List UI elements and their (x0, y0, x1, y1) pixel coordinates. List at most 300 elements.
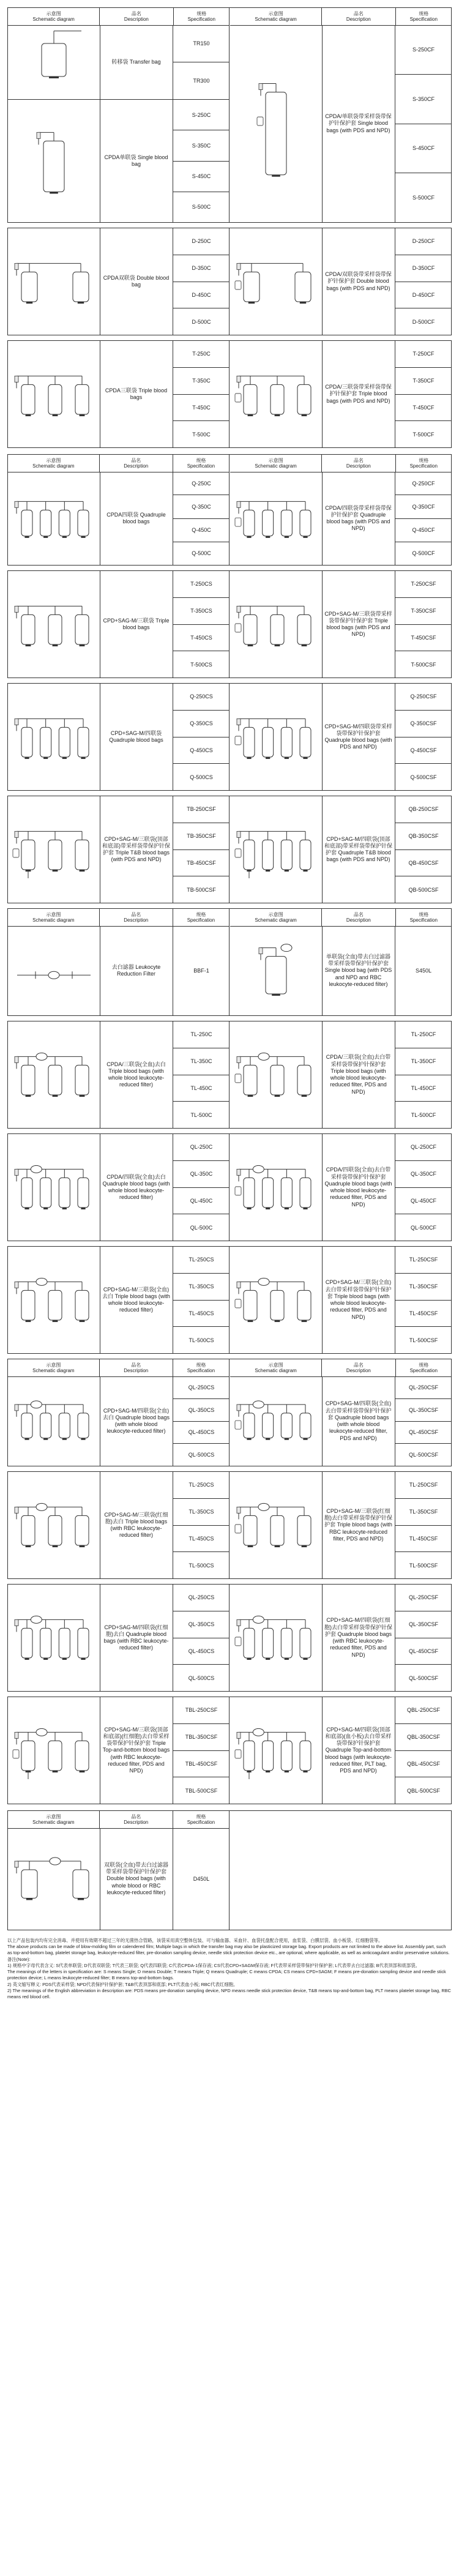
spec-item: TL-350CS (173, 1274, 230, 1301)
schematic-quad-sagm-rbc-filter-icon (8, 1585, 100, 1691)
catalog-section (7, 7, 452, 223)
notes-block (7, 1938, 452, 2000)
catalog-section (7, 908, 452, 1016)
product-description: CPDA/四联袋(全血)去白 Quadruple blood bags (with whole blood leukocyte-reduced filter) (100, 1134, 173, 1241)
spec-list (173, 100, 230, 222)
note-line: 2) The meanings of the English abbreviation in description are: PDS means pre-donation sampling device, NPD means needle stick protection device, T&B means top-and-bottom bag, PLT means platelet storage bag, RBC means red blood cell. (7, 1987, 451, 1999)
schematic-transfer-bag-icon (8, 25, 100, 99)
header-spec-cn: 规格 (196, 10, 207, 17)
spec-list (395, 1021, 452, 1128)
spec-item: TL-250CF (395, 1021, 452, 1048)
spec-list (173, 796, 230, 903)
spec-item: QL-350CS (173, 1611, 230, 1638)
product-description: 去白滤器 Leukocyte Reduction Filter (100, 926, 173, 1015)
spec-item: Q-500C (192, 550, 211, 557)
product-panel (230, 8, 452, 222)
header-desc-cn: 品名 (353, 1362, 364, 1368)
product-panel (8, 341, 230, 447)
product-description: CPDA/四联袋带采样袋带保护针保护套 Quadruple blood bags (with PDS and NPD) (322, 472, 395, 565)
spec-item: T-250CF (395, 341, 452, 368)
product-panel (8, 1585, 230, 1691)
header-desc-cn: 品名 (131, 10, 141, 17)
product-panel (230, 228, 452, 335)
spec-item: S-250CF (395, 25, 452, 75)
header-spec-cn: 规格 (196, 457, 206, 463)
catalog-section (7, 1133, 452, 1241)
header-desc-cn: 品名 (353, 10, 364, 17)
header-desc-en: Description (346, 463, 371, 469)
spec-item: Q-250CSF (395, 684, 452, 711)
header-spec-cn: 规格 (419, 911, 429, 917)
spec-item: Q-250CS (173, 684, 230, 711)
schematic-triple-sagm-icon (8, 571, 100, 678)
product-description: CPD+SAG-M/四联袋(顶部和底部)带采样袋带保护针保护套 Quadruple T&B blood bags (with PDS and NPD) (322, 796, 395, 903)
product-panel (8, 1472, 230, 1578)
product-panel (8, 8, 230, 100)
product-description: CPDA单联袋 Single blood bag (100, 100, 173, 222)
header-desc-en: Description (124, 1368, 149, 1373)
spec-list (173, 926, 230, 1015)
product-panel (230, 455, 452, 565)
header-desc-en: Description (124, 1820, 149, 1825)
spec-item: TL-500CF (411, 1111, 436, 1118)
spec-item: T-350CS (173, 598, 230, 625)
spec-item: D-450C (173, 282, 230, 309)
column-header (8, 455, 229, 472)
column-header (230, 8, 452, 26)
spec-list (173, 571, 230, 678)
spec-item: TBL-500CSF (185, 1787, 218, 1794)
catalog-section (7, 228, 452, 335)
spec-item: QL-500C (190, 1224, 213, 1231)
spec-item: QL-250CSF (395, 1376, 452, 1399)
product-panel (8, 1359, 230, 1466)
schematic-quad-bag-icon (8, 472, 100, 565)
header-spec-cn: 规格 (419, 10, 429, 17)
spec-item: S450L (415, 968, 432, 974)
catalog-section (7, 454, 452, 566)
spec-item: TB-500CSF (187, 886, 216, 893)
column-header (8, 1811, 229, 1829)
spec-item: QBL-350CSF (395, 1724, 452, 1751)
spec-item: QL-350C (173, 1161, 230, 1188)
schematic-double-bag-pds-icon (230, 228, 323, 335)
product-description: CPDA三联袋 Triple blood bags (100, 341, 173, 447)
header-spec-en: Specification (409, 463, 438, 469)
spec-list (395, 1585, 452, 1691)
spec-list (173, 228, 230, 335)
schematic-triple-wb-filter-pds-icon (230, 1021, 323, 1128)
spec-list (395, 1247, 452, 1353)
header-desc-en: Description (124, 17, 149, 22)
schematic-filter-icon (8, 926, 100, 1015)
product-description: CPD+SAG-M/四联袋(全血)去白带采样袋带保护针保护套 Quadruple blood bags (with whole blood leukocyte-reduced filter, PDS and NPD) (322, 1376, 395, 1466)
schematic-triple-sagm-wb-filter-icon (8, 1247, 100, 1353)
spec-item: Q-500CS (190, 774, 213, 780)
spec-list (173, 472, 230, 565)
product-description: CPD+SAG-M/三联袋(全血)去白 Triple blood bags (with whole blood leukocyte-reduced filter) (100, 1247, 173, 1353)
header-spec-en: Specification (187, 17, 215, 22)
product-panel (8, 100, 230, 222)
catalog-section (7, 1810, 452, 1930)
header-schematic-cn: 示意图 (268, 1362, 283, 1368)
spec-item: T-350C (173, 368, 230, 395)
spec-item: TB-350CSF (173, 823, 230, 850)
product-panel (230, 684, 452, 790)
spec-item: QB-350CSF (395, 823, 452, 850)
header-schematic-cn: 示意图 (268, 10, 283, 17)
header-spec-en: Specification (187, 463, 215, 469)
header-schematic-cn: 示意图 (46, 1362, 61, 1368)
spec-list (395, 796, 452, 903)
catalog-section (7, 683, 452, 791)
product-description: CPDA/四联袋(全血)去白带采样袋带保护针保护套 Quadruple blood bags (with whole blood leukocyte-reduced filter, PDS and NPD) (322, 1134, 395, 1241)
spec-item: D-450CF (395, 282, 452, 309)
spec-item: QB-250CSF (395, 796, 452, 823)
schematic-triple-sagm-pds-icon (230, 571, 323, 678)
header-desc-cn: 品名 (353, 911, 364, 917)
column-header (8, 909, 229, 927)
spec-item: QL-350CS (173, 1399, 230, 1422)
catalog-section (7, 1359, 452, 1466)
product-description: CPD+SAG-M/三联袋(顶部和底部)带采样袋带保护针保护套 Triple T&B blood bags (with PDS and NPD) (100, 796, 173, 903)
spec-list (173, 341, 230, 447)
spec-item: QL-500CSF (408, 1674, 439, 1681)
spec-item: QL-350CSF (395, 1611, 452, 1638)
spec-item: Q-350CS (173, 711, 230, 737)
header-desc-cn: 品名 (131, 457, 141, 463)
header-spec-en: Specification (409, 1368, 438, 1373)
spec-list (173, 1134, 230, 1241)
spec-list (395, 341, 452, 447)
product-description: CPD+SAG-M/四联袋(顶部和底部)(血小板)去白带采样袋带保护针保护套 Quadruple Top-and-bottom blood bags (with leukocyte-reduced filter, PLT bag, PDS and NPD) (322, 1697, 395, 1804)
catalog-section (7, 340, 452, 448)
spec-item: BBF-1 (193, 968, 209, 974)
product-panel (8, 455, 230, 565)
spec-item: TL-250CS (173, 1247, 230, 1274)
spec-list (173, 1247, 230, 1353)
product-description: CPD+SAG-M/三联袋 Triple blood bags (100, 571, 173, 678)
spec-item: TL-450C (173, 1075, 230, 1102)
spec-item: QB-450CSF (395, 850, 452, 877)
spec-item: TL-450CS (173, 1301, 230, 1327)
schematic-triple-bag-icon (8, 341, 100, 447)
product-panel (8, 571, 230, 678)
schematic-triple-sagm-wb-filter-pds-icon (230, 1247, 323, 1353)
schematic-single-bag-pds-icon (230, 25, 323, 222)
header-desc-en: Description (346, 917, 371, 923)
product-description: CPD+SAG-M/三联袋(全血)去白带采样袋带保护针保护套 Triple blood bags (with whole blood leukocyte-reduced filter, PDS and NPD) (322, 1247, 395, 1353)
product-description: CPDA/三联袋带采样袋带保护针保护套 Triple blood bags (with PDS and NPD) (322, 341, 395, 447)
spec-item: D-250CF (395, 228, 452, 255)
spec-item: QBL-500CSF (406, 1787, 441, 1794)
header-spec-cn: 规格 (419, 457, 429, 463)
spec-list (173, 1021, 230, 1128)
product-panel (8, 1811, 230, 1930)
catalog-section (7, 1584, 452, 1692)
product-description: CPDA四联袋 Quadruple blood bags (100, 472, 173, 565)
spec-item: QL-250C (173, 1134, 230, 1161)
spec-item: TL-450CS (173, 1526, 230, 1553)
product-description: 单联袋(全血)带去白过滤器带采样袋带保护针保护套 Single blood bag (with PDS and NPD and RBC leukocyte-reduced filter) (322, 926, 395, 1015)
schematic-triple-bag-pds-icon (230, 341, 323, 447)
spec-item: QL-250CS (173, 1376, 230, 1399)
note-line: 备注(Note): (7, 1956, 31, 1962)
header-schematic-en: Schematic diagram (255, 917, 297, 923)
header-schematic-en: Schematic diagram (32, 463, 75, 469)
spec-item: QB-500CSF (408, 886, 439, 893)
spec-item: S-250C (173, 100, 230, 130)
product-description: CPDA双联袋 Double blood bag (100, 228, 173, 335)
spec-item: D-500CF (412, 318, 435, 325)
spec-item: QL-500CS (188, 1452, 215, 1458)
product-panel (230, 1359, 452, 1466)
spec-item: QBL-450CSF (395, 1751, 452, 1778)
product-panel (230, 909, 452, 1015)
column-header (230, 1359, 452, 1377)
schematic-quad-wb-filter-icon (8, 1134, 100, 1241)
header-schematic-cn: 示意图 (46, 457, 61, 463)
product-panel (8, 909, 230, 1015)
spec-item: S-500CF (412, 195, 435, 201)
spec-list (173, 25, 230, 99)
header-desc-cn: 品名 (131, 1362, 141, 1368)
note-line: The above products can be made of blow-molding film or calendered film; Multiple bags in which the transfer bag may also be plasticized storage bag. Export products are not limited to the above list. Assembly part, such as top-and-bottom bag, platelet storage bag, leukocyte-reduced filter, pre-donation sampling device, needle stick protection device etc., are optional, where applicable, as well as anticoagulant and/or preservative solutions. (7, 1944, 450, 1956)
schematic-quad-bag-pds-icon (230, 472, 323, 565)
spec-item: QL-450CS (173, 1638, 230, 1665)
product-panel (8, 1021, 230, 1128)
header-desc-cn: 品名 (353, 457, 364, 463)
column-header (230, 909, 452, 927)
product-description: CPDA/单联袋带采样袋带保护针保护套 Single blood bags (with PDS and NPD) (322, 25, 395, 222)
spec-item: QL-450CSF (395, 1422, 452, 1444)
product-description: CPDA/三联袋(全血)去白 Triple blood bags (with whole blood leukocyte-reduced filter) (100, 1021, 173, 1128)
product-panel (230, 1472, 452, 1578)
spec-item: T-250C (173, 341, 230, 368)
spec-item: TL-250CSF (395, 1247, 452, 1274)
header-schematic-cn: 示意图 (46, 911, 61, 917)
column-header (8, 8, 230, 26)
spec-item: QL-350CSF (395, 1399, 452, 1422)
header-schematic-en: Schematic diagram (32, 1820, 75, 1825)
header-desc-en: Description (124, 463, 149, 469)
spec-item: TBL-350CSF (173, 1724, 230, 1751)
catalog-section (7, 570, 452, 678)
product-panel (8, 228, 230, 335)
product-panel (230, 1585, 452, 1691)
spec-list (173, 1472, 230, 1578)
schematic-triple-sagm-rbc-filter-pds-icon (230, 1472, 323, 1578)
spec-list (395, 472, 452, 565)
product-panel (8, 796, 230, 903)
spec-item: S-450CF (395, 124, 452, 174)
product-panel (8, 684, 230, 790)
spec-item: QL-250CS (173, 1585, 230, 1611)
header-desc-en: Description (346, 1368, 371, 1373)
product-panel (8, 1697, 230, 1804)
schematic-triple-tb-rbc-filter-pds-icon (8, 1697, 100, 1804)
spec-item: D-500C (192, 318, 211, 325)
spec-list (395, 1472, 452, 1578)
spec-item: T-500CF (412, 431, 435, 438)
product-panel (8, 1247, 230, 1353)
spec-item: T-500C (192, 431, 211, 438)
spec-item: T-500CS (190, 661, 212, 668)
schematic-triple-sagm-rbc-filter-icon (8, 1472, 100, 1578)
product-description: CPD+SAG-M/三联袋带采样袋带保护针保护套 Triple blood bags (with PDS and NPD) (322, 571, 395, 678)
header-spec-en: Specification (187, 917, 215, 923)
spec-item: TL-350C (173, 1048, 230, 1075)
header-schematic-en: Schematic diagram (32, 1368, 75, 1373)
product-panel-stack (8, 8, 230, 222)
spec-item: QL-450CS (173, 1422, 230, 1444)
note-line: 以上产品包装内均有完全消毒、并使用有效期不超过三年的无菌热合管路，该袋采用真空整体包装、可与输血器、采血针、血袋托盘配合使用，血浆袋、白膜层袋、血小板袋、红细胞袋等。 (7, 1938, 383, 1943)
header-spec-en: Specification (187, 1368, 215, 1373)
schematic-double-bag-icon (8, 228, 100, 335)
spec-item: Q-450C (173, 519, 230, 542)
spec-item: QL-450CF (395, 1188, 452, 1215)
spec-item: D-250C (173, 228, 230, 255)
schematic-quad-tb-plt-filter-pds-icon (230, 1697, 323, 1804)
spec-list (173, 1585, 230, 1691)
spec-item: T-450CF (395, 395, 452, 422)
schematic-quad-sagm-wb-filter-icon (8, 1376, 100, 1466)
spec-item: QL-250CSF (395, 1585, 452, 1611)
spec-list (395, 228, 452, 335)
spec-item: T-350CF (395, 368, 452, 395)
spec-item: T-500CSF (411, 661, 436, 668)
spec-item: TL-250C (173, 1021, 230, 1048)
schematic-quad-sagm-rbc-filter-pds-icon (230, 1585, 323, 1691)
header-schematic-cn: 示意图 (268, 911, 283, 917)
spec-list (395, 1134, 452, 1241)
schematic-single-bag-icon (8, 100, 100, 222)
spec-item: D-350CF (395, 255, 452, 282)
schematic-quad-sagm-pds-icon (230, 684, 323, 790)
header-desc-cn: 品名 (131, 1813, 141, 1820)
catalog-section (7, 1246, 452, 1354)
spec-item: TL-500CS (188, 1562, 214, 1569)
spec-item: QL-500CS (188, 1674, 215, 1681)
spec-item: TR150 (173, 25, 230, 62)
spec-item: Q-450CS (173, 737, 230, 764)
product-panel (230, 1021, 452, 1128)
product-description: CPD+SAG-M/三联袋(顶部和底部)(红细胞)去白带采样袋带保护针保护套 Triple Top-and-bottom blood bags (with RBC leukocyte-reduced filter, PDS and NPD) (100, 1697, 173, 1804)
schematic-single-filter-icon (230, 926, 323, 1015)
spec-item: T-250CS (173, 571, 230, 598)
spec-item: T-450CS (173, 625, 230, 652)
product-panel (8, 1134, 230, 1241)
spec-item: TB-250CSF (173, 796, 230, 823)
catalog-section (7, 796, 452, 903)
header-schematic-cn: 示意图 (46, 1813, 61, 1820)
header-desc-en: Description (124, 917, 149, 923)
product-description: CPD+SAG-M/三联袋(红细胞)去白 Triple blood bags (with RBC leukocyte-reduced filter) (100, 1472, 173, 1578)
spec-item: Q-450CF (395, 519, 452, 542)
catalog-section (7, 1697, 452, 1804)
header-spec-en: Specification (187, 1820, 215, 1825)
spec-list (395, 1376, 452, 1466)
product-panel (230, 796, 452, 903)
column-header (230, 455, 452, 472)
header-spec-en: Specification (409, 17, 438, 22)
spec-item: TL-450CF (395, 1075, 452, 1102)
schematic-quad-wb-filter-pds-icon (230, 1134, 323, 1241)
header-schematic-en: Schematic diagram (255, 17, 297, 22)
header-spec-cn: 规格 (196, 1813, 206, 1820)
spec-item: TL-350CF (395, 1048, 452, 1075)
note-line: 1) 规格中字母代表含义: S代表单联袋; D代表双联袋; T代表三联袋; Q代表四联袋; C代表CPDA-1保存液; CS代表CPD+SAGM保存液; F代表带采样袋带保护针保护套; L代表带去白过滤器; B代表顶部和底部袋。 (7, 1962, 420, 1968)
spec-item: TL-500CSF (409, 1337, 438, 1343)
schematic-quad-sagm-icon (8, 684, 100, 790)
spec-item: T-250CSF (395, 571, 452, 598)
spec-list (173, 1828, 230, 1930)
spec-item: T-450C (173, 395, 230, 422)
spec-item: TL-450CSF (395, 1526, 452, 1553)
header-schematic-cn: 示意图 (268, 457, 283, 463)
product-description: CPD+SAG-M/四联袋(红细胞)去白带采样袋带保护针保护套 Quadruple blood bags (with RBC leukocyte-reduced filter, PDS and NPD) (322, 1585, 395, 1691)
catalog-section (7, 1021, 452, 1129)
spec-item: Q-350C (173, 495, 230, 518)
schematic-triple-wb-filter-icon (8, 1021, 100, 1128)
spec-item: QL-450C (173, 1188, 230, 1215)
product-panel (230, 1134, 452, 1241)
spec-item: QL-350CF (395, 1161, 452, 1188)
spec-item: S-500C (192, 204, 211, 211)
product-panel (230, 1247, 452, 1353)
spec-item: S-350C (173, 130, 230, 161)
schematic-quad-tb-pds-icon (230, 796, 323, 903)
spec-item: S-350CF (395, 75, 452, 124)
spec-list (173, 684, 230, 790)
spec-item: QL-450CSF (395, 1638, 452, 1665)
spec-item: TL-350CSF (395, 1274, 452, 1301)
spec-item: QL-250CF (395, 1134, 452, 1161)
spec-item: QL-500CSF (408, 1452, 439, 1458)
product-description: 双联袋(全血)带去白过滤器带采样袋带保护针保护套 Double blood bags (with whole blood or RBC leukocyte-reduced filter) (100, 1828, 173, 1930)
spec-list (173, 1376, 230, 1466)
product-panel (230, 571, 452, 678)
spec-item: TL-250CSF (395, 1472, 452, 1499)
schematic-triple-tb-pds-icon (8, 796, 100, 903)
spec-list (173, 1697, 230, 1804)
spec-item: QBL-250CSF (395, 1697, 452, 1724)
header-spec-cn: 规格 (196, 911, 206, 917)
spec-item: T-450CSF (395, 625, 452, 652)
product-description: CPD+SAG-M/四联袋 Quadruple blood bags (100, 684, 173, 790)
product-description: CPDA/双联袋带采样袋带保护针保护套 Double blood bags (with PDS and NPD) (322, 228, 395, 335)
spec-item: TR300 (193, 78, 210, 84)
spec-list (395, 25, 452, 222)
spec-item: Q-500CSF (410, 774, 437, 780)
header-schematic-en: Schematic diagram (255, 1368, 297, 1373)
product-panel (230, 1697, 452, 1804)
header-spec-cn: 规格 (419, 1362, 429, 1368)
spec-list (395, 684, 452, 790)
product-panel (230, 341, 452, 447)
note-line: 2) 英文缩写释义: PDS代表采样袋; NPD代表保护针保护套; T&B代表顶部和底部; PLT代表血小板; RBC代表红细胞。 (7, 1981, 238, 1987)
spec-item: TBL-450CSF (173, 1751, 230, 1778)
column-header (8, 1359, 229, 1377)
spec-item: TL-500CS (188, 1337, 214, 1343)
product-description: CPD+SAG-M/三联袋(红细胞)去白带采样袋带保护针保护套 Triple blood bags (with RBC leukocyte-reduced filter, PDS and NPD) (322, 1472, 395, 1578)
header-schematic-en: Schematic diagram (32, 17, 75, 22)
catalog-section (7, 1471, 452, 1579)
product-description: 转移袋 Transfer bag (100, 25, 173, 99)
spec-item: D-350C (173, 255, 230, 282)
spec-item: TL-350CSF (395, 1499, 452, 1526)
spec-item: Q-500CF (412, 550, 435, 557)
